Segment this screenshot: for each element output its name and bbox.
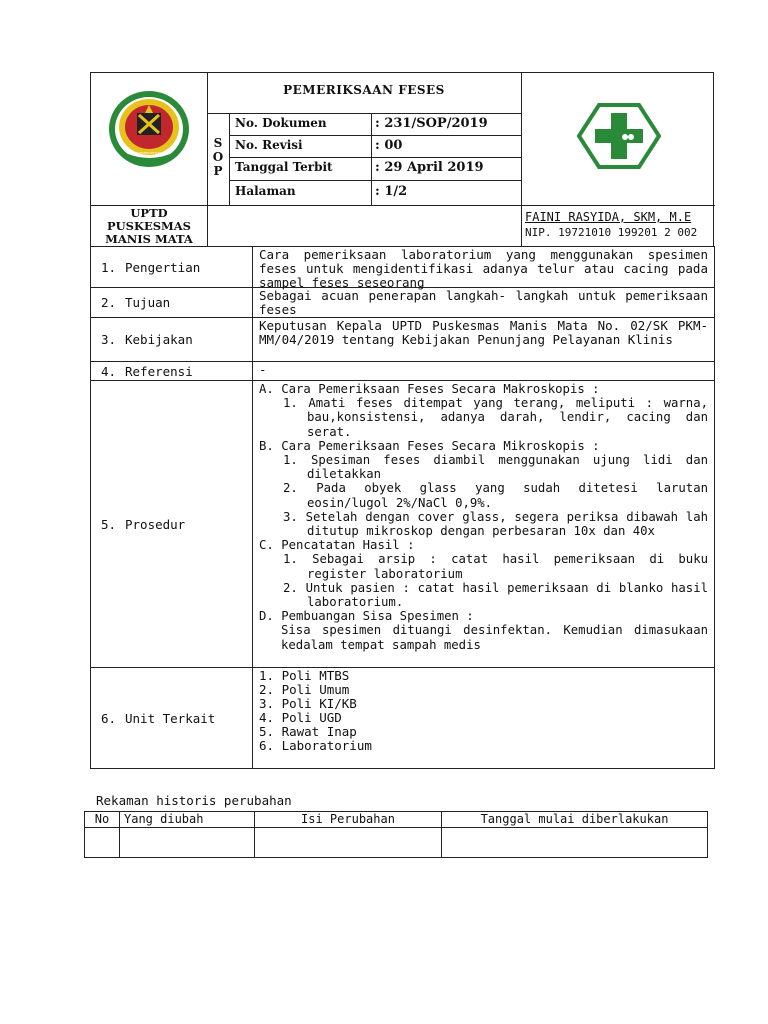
procedure-step: 1. Sebagai arsip : catat hasil pemeriksaan di buku register laboratorium [283,552,708,581]
section-label [91,362,253,380]
document-title: PEMERIKSAAN FESES [283,83,445,97]
divider [91,205,715,206]
unit-list [259,669,708,753]
section-content: Keputusan Kepala UPTD Puskesmas Manis Mata No. 02/SK PKM-MM/04/2019 tentang Kebijakan Penunjang Pelayanan Klinis [259,318,708,347]
section-number: 3. [101,332,117,347]
field-label: Tanggal Terbit [235,160,333,174]
section-row [90,288,715,318]
list-item: 4. Poli UGD [259,710,342,725]
field-label: Halaman [235,184,296,198]
list-item: 3. Poli KI/KB [259,696,357,711]
logo-band-text: KABUPATEN KETAPANG [131,151,167,155]
regency-logo [107,87,191,171]
table-cell[interactable] [255,828,442,858]
divider [207,113,521,114]
section-label [91,381,253,667]
field-label: No. Dokumen [235,116,327,130]
list-item: 1. Poli MTBS [259,668,350,683]
column-header: Yang diubah [120,812,255,828]
list-item: 6. Laboratorium [259,738,372,753]
procedure-content [259,382,708,652]
sop-header [90,72,714,247]
section-label [91,318,253,361]
field-value: : 29 April 2019 [375,160,484,175]
field-value: : 1/2 [375,184,408,199]
divider [521,73,522,247]
history-title: Rekaman historis perubahan [96,793,292,808]
section-row [90,318,715,362]
org-line: PUSKESMAS [106,219,191,233]
section-row [90,381,715,668]
section-row [90,362,715,381]
procedure-step: 2. Untuk pasien : catat hasil pemeriksaan di blanko hasil laboratorium. [283,580,709,610]
puskesmas-logo [577,103,661,169]
section-number: 4. [101,363,117,379]
organization-name [91,207,207,246]
section-content: - [259,362,267,377]
divider [229,113,230,205]
section-content: Sebagai acuan penerapan langkah- langkah untuk pemeriksaan feses [259,288,708,317]
field-value: : 231/SOP/2019 [375,116,488,131]
signer-nip: NIP. 19721010 199201 2 002 [525,226,698,239]
procedure-heading: C. Pencatatan Hasil : [259,538,415,553]
procedure-step: 3. Setelah dengan cover glass, segera periksa dibawah lah ditutup mikroskop dengan perbesaran 10x dan 40x [283,509,708,539]
history-table [84,811,708,858]
section-title: Tujuan [125,295,171,310]
section-title: Referensi [125,363,193,379]
divider [229,180,521,181]
field-value: : 00 [375,138,403,153]
section-number: 5. [101,516,117,532]
section-title: Unit Terkait [125,710,216,726]
column-header: No [85,812,120,828]
divider [229,135,521,136]
column-header: Tanggal mulai diberlakukan [442,812,708,828]
section-label [91,288,253,317]
table-cell[interactable] [120,828,255,858]
sop-label [207,136,229,178]
section-content: Cara pemeriksaan laboratorium yang menggunakan spesimen feses untuk mengidentifikasi adanya telur atau cacing pada sampel feses seseorang [259,247,708,290]
procedure-heading: A. Cara Pemeriksaan Feses Secara Makroskopis : [259,382,600,396]
table-cell[interactable] [85,828,120,858]
list-item: 2. Poli Umum [259,682,350,697]
procedure-paragraph: Sisa spesimen dituangi desinfektan. Kemudian dimasukaan kedalam tempat sampah medis [281,623,708,652]
org-line: MANIS MATA [105,232,193,246]
sop-letter: O [212,150,224,164]
field-label: No. Revisi [235,138,303,152]
table-cell[interactable] [442,828,708,858]
section-row [90,246,715,288]
section-number: 6. [101,710,117,726]
section-title: Prosedur [125,516,186,532]
section-title: Kebijakan [125,332,193,347]
signer-name: FAINI RASYIDA, SKM, M.E [525,210,692,224]
procedure-step: 2. Pada obyek glass yang sudah ditetesi larutan eosin/lugol 2%/NaCl 0,9%. [283,481,709,510]
sop-letter: S [213,136,223,150]
section-label [91,668,253,768]
section-row [90,668,715,769]
section-number: 2. [101,295,117,310]
column-header: Isi Perubahan [255,812,442,828]
procedure-step: 1. Spesiman feses diambil menggunakan ujung lidi dan diletakkan [283,453,709,482]
procedure-step: 1. Amati feses ditempat yang terang, meliputi : warna, bau,konsistensi, adanya darah, lendir, cacing dan serat. [283,396,708,439]
org-line: UPTD [130,206,168,220]
section-title: Pengertian [125,259,201,275]
procedure-heading: D. Pembuangan Sisa Spesimen : [259,609,474,624]
divider [229,157,521,158]
list-item: 5. Rawat Inap [259,724,357,739]
section-label [91,247,253,287]
table-header-row [85,812,708,828]
procedure-heading: B. Cara Pemeriksaan Feses Secara Mikroskopis : [259,438,600,453]
section-number: 1. [101,259,117,275]
sop-letter: P [213,164,223,178]
divider [371,113,372,205]
table-row [85,828,708,858]
